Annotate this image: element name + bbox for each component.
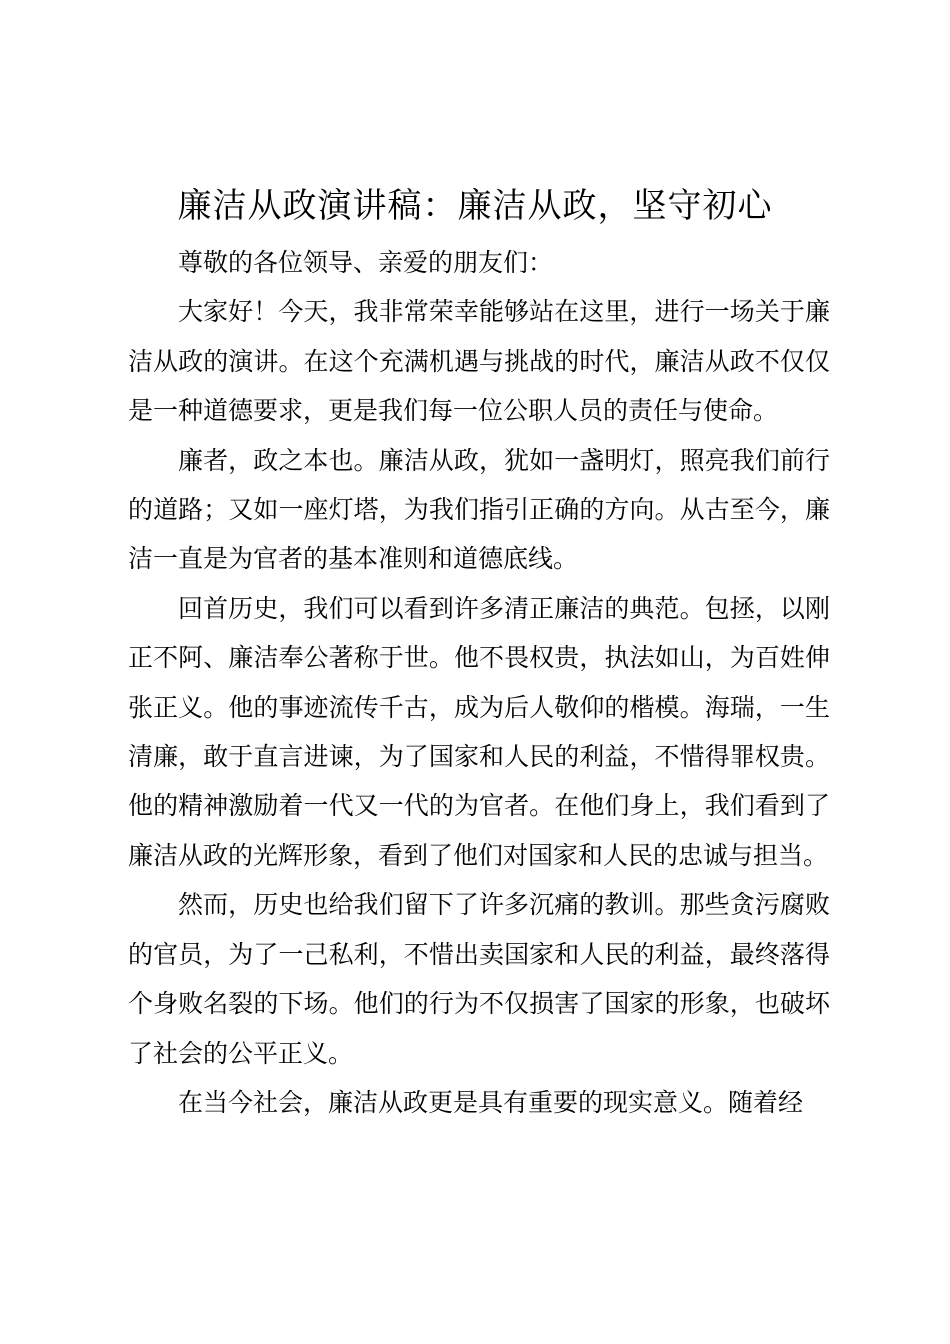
document-body [128, 238, 830, 1127]
document-title: 廉洁从政演讲稿：廉洁从政，坚守初心 [177, 186, 773, 226]
paragraph-integrity-basis: 廉者，政之本也。廉洁从政，犹如一盏明灯，照亮我们前行的道路；又如一座灯塔，为我们指引正确的方向。从古至今，廉洁一直是为官者的基本准则和道德底线。 [128, 445, 830, 574]
paragraph-history-examples: 回首历史，我们可以看到许多清正廉洁的典范。包拯，以刚正不阿、廉洁奉公著称于世。他不畏权贵，执法如山，为百姓伸张正义。他的事迹流传千古，成为后人敬仰的楷模。海瑞，一生清廉，敢于直言进谏，为了国家和人民的利益，不惜得罪权贵。他的精神激励着一代又一代的为官者。在他们身上，我们看到了廉洁从政的光辉形象，看到了他们对国家和人民的忠诚与担当。 [128, 593, 830, 870]
paragraph-modern-significance: 在当今社会，廉洁从政更是具有重要的现实意义。随着经 [178, 1087, 804, 1117]
paragraph-history-lessons: 然而，历史也给我们留下了许多沉痛的教训。那些贪污腐败的官员，为了一己私利，不惜出卖国家和人民的利益，最终落得个身败名裂的下场。他们的行为不仅损害了国家的形象，也破坏了社会的公平正义。 [128, 890, 830, 1068]
paragraph-greeting: 大家好！今天，我非常荣幸能够站在这里，进行一场关于廉洁从政的演讲。在这个充满机遇与挑战的时代，廉洁从政不仅仅是一种道德要求，更是我们每一位公职人员的责任与使命。 [128, 297, 830, 426]
paragraph-salutation: 尊敬的各位领导、亲爱的朋友们： [178, 248, 554, 277]
